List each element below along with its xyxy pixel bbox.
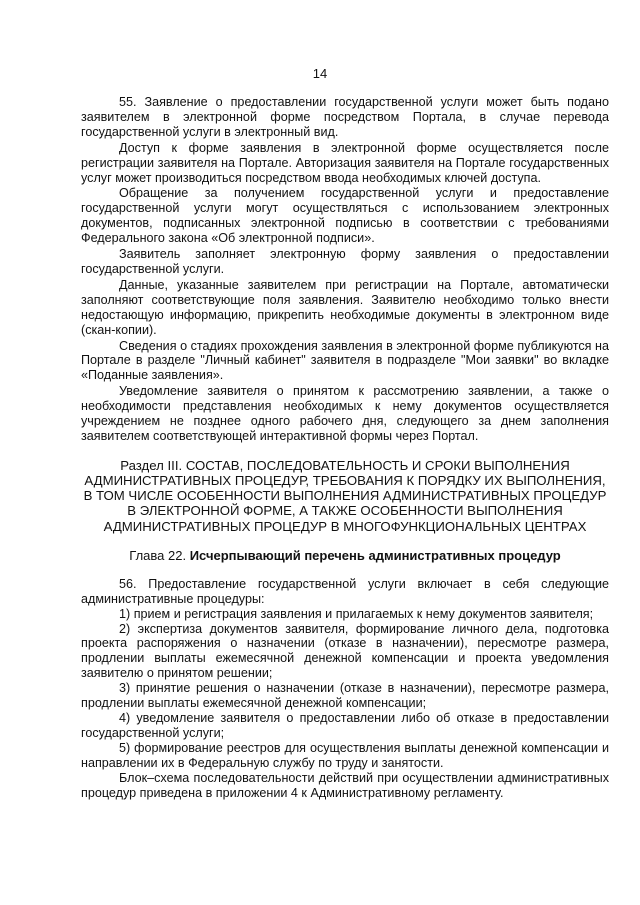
paragraph-status: Сведения о стадиях прохождения заявления в электронной форме публикуются на Портале в разделе "Личный кабинет" заявителя в подразделе "Мои заявки" во вкладке «Поданные заявления». <box>81 338 609 383</box>
paragraph-fill-form: Заявитель заполняет электронную форму заявления о предоставлении государственной услуги. <box>81 247 609 276</box>
list-item: 3) принятие решения о назначении (отказе в назначении), пересмотре размера, продлении выплаты ежемесячной денежной компенсации; <box>81 681 609 711</box>
paragraph-block-scheme: Блок–схема последовательности действий при осуществлении административных процедур приведена в приложении 4 к Административному регламенту. <box>81 770 609 800</box>
list-item: 5) формирование реестров для осуществления выплаты денежной компенсации и направлении их в Федеральную службу по труду и занятости. <box>81 740 609 770</box>
list-item: 2) экспертиза документов заявителя, формирование личного дела, подготовка проекта распоряжения о назначении (отказе в назначении), пересмотре размера, продлении выплаты ежемесячной денежной компенсации и проекта уведомления заявителю о принятом решении; <box>81 621 609 681</box>
chapter-prefix: Глава 22. <box>129 547 187 563</box>
paragraph-access: Доступ к форме заявления в электронной форме осуществляется после регистрации заявителя на Портале. Авторизация заявителя на Портале государственных услуг может производиться посредством ввода необходимых ключей доступа. <box>81 140 609 185</box>
document-body <box>81 94 609 800</box>
paragraph-e-signature: Обращение за получением государственной услуги и предоставление государственной услуги могут осуществляться с использованием электронных документов, подписанных электронной подписью в соответствии с требованиями Федерального закона «Об электронной подписи». <box>81 186 609 246</box>
chapter-heading <box>81 548 609 563</box>
list-item: 1) прием и регистрация заявления и прилагаемых к нему документов заявителя; <box>119 606 594 621</box>
chapter-title: Исчерпывающий перечень административных процедур <box>189 547 561 563</box>
page-number: 14 <box>312 66 328 81</box>
section-heading: Раздел III. СОСТАВ, ПОСЛЕДОВАТЕЛЬНОСТЬ И СРОКИ ВЫПОЛНЕНИЯ АДМИНИСТРАТИВНЫХ ПРОЦЕДУР, ТРЕБОВАНИЯ К ПОРЯДКУ ИХ ВЫПОЛНЕНИЯ, В ТОМ ЧИСЛЕ ОСОБЕННОСТИ ВЫПОЛНЕНИЯ АДМИНИСТРАТИВНЫХ ПРОЦЕДУР В ЭЛЕКТРОННОЙ ФОРМЕ, А ТАКЖЕ ОСОБЕННОСТИ ВЫПОЛНЕНИЯ АДМИНИСТРАТИВНЫХ ПРОЦЕДУР В МНОГОФУНКЦИОНАЛЬНЫХ ЦЕНТРАХ <box>83 457 607 534</box>
paragraph-notification: Уведомление заявителя о принятом к рассмотрению заявлении, а также о необходимости представления необходимых к нему документов осуществляется учреждением не позднее одного рабочего дня, следующего за днем заполнения заявителем соответствующей интерактивной формы через Портал. <box>81 384 609 443</box>
paragraph-auto-fill: Данные, указанные заявителем при регистрации на Портале, автоматически заполняют соответствующие поля заявления. Заявителю необходимо только внести недостающую информацию, прикрепить необходимые документы в электронном виде (скан-копии). <box>81 277 609 337</box>
list-item: 4) уведомление заявителя о предоставлении либо об отказе в предоставлении государственной услуги; <box>81 711 609 740</box>
paragraph-56: 56. Предоставление государственной услуги включает в себя следующие административные процедуры: <box>81 576 609 606</box>
paragraph-55: 55. Заявление о предоставлении государственной услуги может быть подано заявителем в электронной форме посредством Портала, в случае перевода государственной услуги в электронный вид. <box>81 95 609 139</box>
